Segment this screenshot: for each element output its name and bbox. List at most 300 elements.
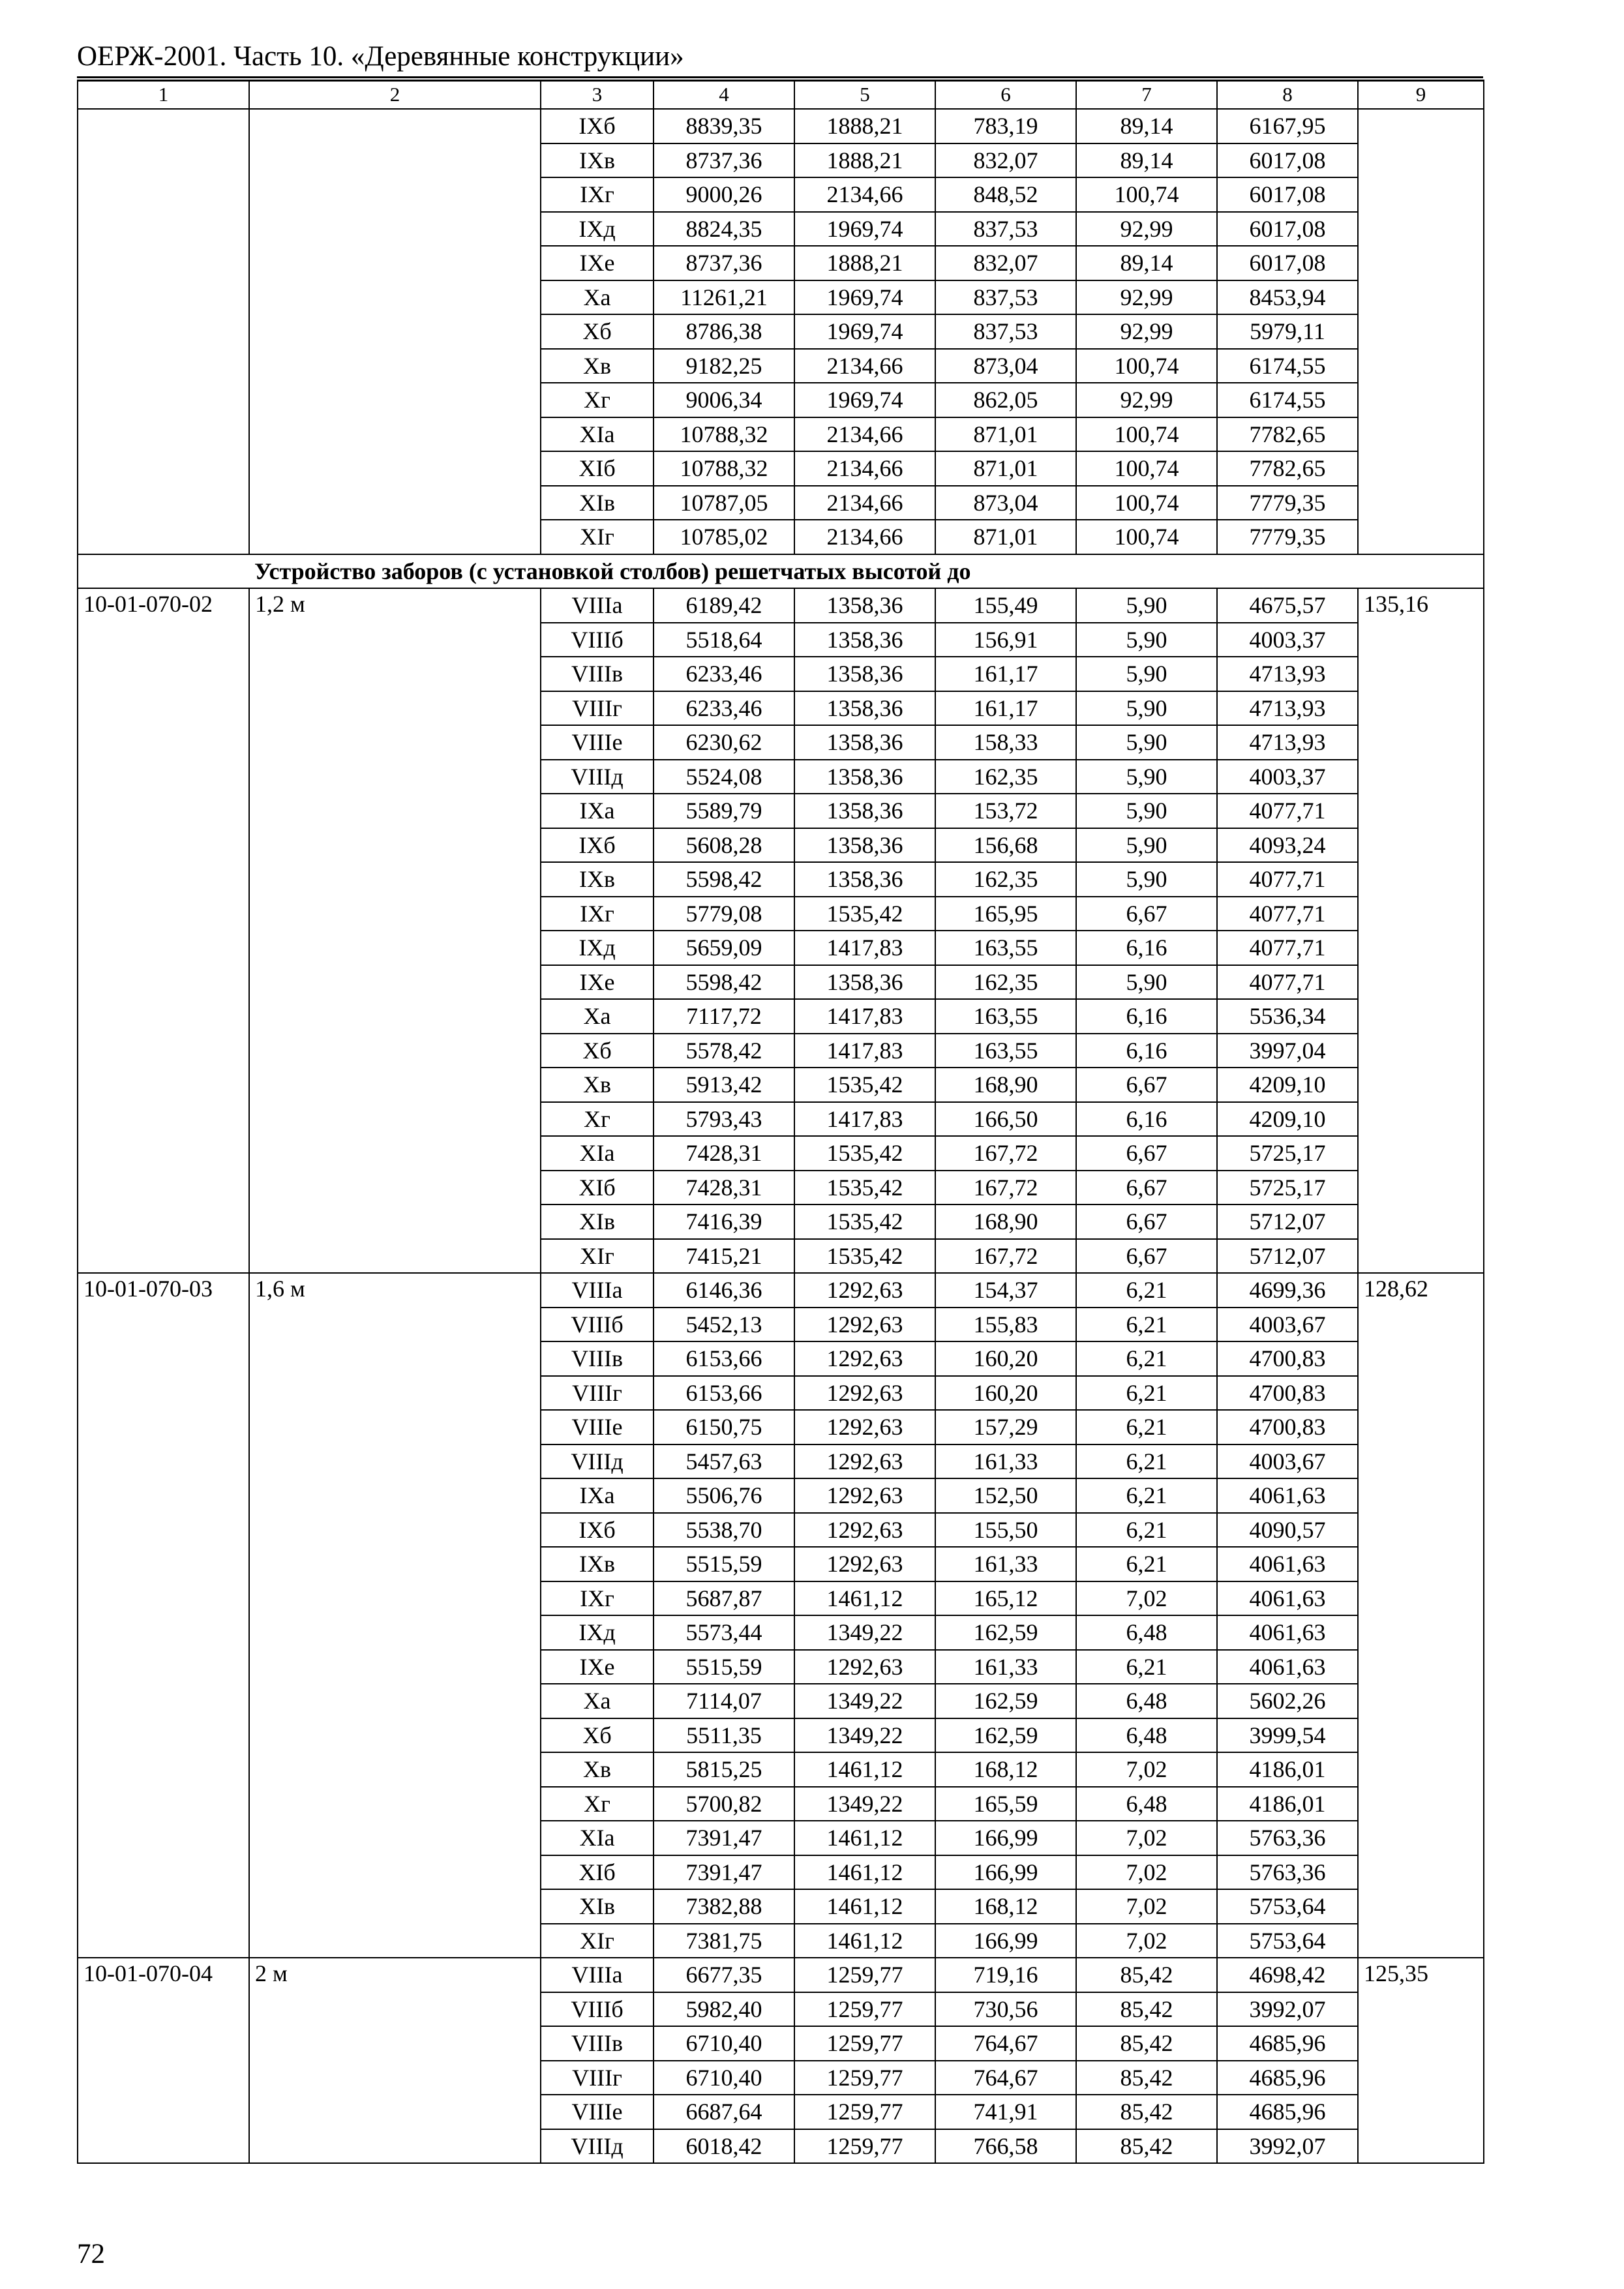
cell-conditions: XIа bbox=[541, 1136, 654, 1171]
cell-conditions: XIа bbox=[541, 417, 654, 452]
cell-col4: 5913,42 bbox=[654, 1068, 794, 1102]
cell-conditions: VIIIб bbox=[541, 1308, 654, 1342]
cell-col5: 1417,83 bbox=[794, 999, 935, 1034]
cell-col6: 166,99 bbox=[935, 1924, 1076, 1958]
cell-col5: 1349,22 bbox=[794, 1615, 935, 1650]
cell-conditions: Xв bbox=[541, 1068, 654, 1102]
cell-col6: 166,50 bbox=[935, 1102, 1076, 1137]
cell-col8: 4061,63 bbox=[1217, 1478, 1358, 1513]
cell-col4: 5452,13 bbox=[654, 1308, 794, 1342]
cell-col4: 5515,59 bbox=[654, 1650, 794, 1684]
cell-col4: 8839,35 bbox=[654, 109, 794, 143]
cell-col6: 730,56 bbox=[935, 1992, 1076, 2027]
cell-code bbox=[78, 109, 249, 554]
cell-name bbox=[249, 109, 541, 554]
cell-col4: 7381,75 bbox=[654, 1924, 794, 1958]
cell-col7: 5,90 bbox=[1076, 691, 1217, 726]
cell-conditions: IXа bbox=[541, 794, 654, 828]
cell-col7: 6,21 bbox=[1076, 1444, 1217, 1479]
cell-col8: 4077,71 bbox=[1217, 897, 1358, 931]
cell-col8: 4077,71 bbox=[1217, 862, 1358, 897]
section-title: Устройство заборов (с установкой столбов) решетчатых высотой до bbox=[78, 554, 1484, 589]
cell-col5: 1292,63 bbox=[794, 1376, 935, 1411]
column-number: 4 bbox=[654, 80, 794, 109]
cell-col4: 9000,26 bbox=[654, 177, 794, 212]
cell-col8: 7779,35 bbox=[1217, 520, 1358, 554]
cell-col6: 166,99 bbox=[935, 1855, 1076, 1890]
cell-col4: 8824,35 bbox=[654, 212, 794, 247]
cell-col8: 4077,71 bbox=[1217, 931, 1358, 965]
cell-conditions: XIб bbox=[541, 1855, 654, 1890]
cell-conditions: XIг bbox=[541, 1924, 654, 1958]
cell-col5: 1535,42 bbox=[794, 1068, 935, 1102]
cell-col7: 85,42 bbox=[1076, 1958, 1217, 1992]
cell-conditions: IXе bbox=[541, 246, 654, 280]
table-row bbox=[78, 588, 1484, 623]
cell-col8: 5725,17 bbox=[1217, 1171, 1358, 1205]
cell-col9 bbox=[1358, 109, 1484, 554]
cell-col5: 1461,12 bbox=[794, 1889, 935, 1924]
cell-conditions: VIIIа bbox=[541, 588, 654, 623]
cell-col6: 862,05 bbox=[935, 383, 1076, 417]
column-number: 1 bbox=[78, 80, 249, 109]
cell-conditions: IXе bbox=[541, 965, 654, 1000]
cell-col4: 6146,36 bbox=[654, 1273, 794, 1308]
cell-col4: 5815,25 bbox=[654, 1752, 794, 1787]
cell-col8: 4713,93 bbox=[1217, 725, 1358, 760]
cell-col6: 161,33 bbox=[935, 1547, 1076, 1581]
cell-col5: 1349,22 bbox=[794, 1684, 935, 1718]
cell-col6: 161,33 bbox=[935, 1444, 1076, 1479]
cell-col5: 1292,63 bbox=[794, 1650, 935, 1684]
cell-conditions: XIб bbox=[541, 451, 654, 486]
rate-code: 10-01-070-02 bbox=[78, 588, 249, 1273]
cell-col6: 162,35 bbox=[935, 965, 1076, 1000]
cell-conditions: IXб bbox=[541, 1513, 654, 1548]
cell-conditions: Xг bbox=[541, 383, 654, 417]
cell-col5: 1358,36 bbox=[794, 760, 935, 794]
cell-col5: 2134,66 bbox=[794, 177, 935, 212]
cell-col4: 10788,32 bbox=[654, 417, 794, 452]
cell-conditions: Xв bbox=[541, 1752, 654, 1787]
cell-col8: 4003,37 bbox=[1217, 623, 1358, 657]
cell-col6: 162,59 bbox=[935, 1615, 1076, 1650]
cell-col6: 871,01 bbox=[935, 520, 1076, 554]
cell-conditions: VIIIв bbox=[541, 1341, 654, 1376]
cell-col7: 6,67 bbox=[1076, 1136, 1217, 1171]
cell-col5: 1417,83 bbox=[794, 1102, 935, 1137]
cell-col4: 5457,63 bbox=[654, 1444, 794, 1479]
cell-col7: 5,90 bbox=[1076, 965, 1217, 1000]
cell-col6: 155,50 bbox=[935, 1513, 1076, 1548]
cell-col5: 1259,77 bbox=[794, 2061, 935, 2095]
cell-conditions: VIIIа bbox=[541, 1958, 654, 1992]
cell-col8: 4209,10 bbox=[1217, 1102, 1358, 1137]
cell-col6: 167,72 bbox=[935, 1171, 1076, 1205]
cell-col5: 1259,77 bbox=[794, 2095, 935, 2129]
cell-col4: 5589,79 bbox=[654, 794, 794, 828]
cell-col8: 4675,57 bbox=[1217, 588, 1358, 623]
cell-col6: 168,90 bbox=[935, 1068, 1076, 1102]
cell-col7: 85,42 bbox=[1076, 2129, 1217, 2164]
cell-conditions: IXд bbox=[541, 212, 654, 247]
cell-col8: 4077,71 bbox=[1217, 794, 1358, 828]
cell-col8: 6174,55 bbox=[1217, 383, 1358, 417]
cell-col7: 6,16 bbox=[1076, 999, 1217, 1034]
cell-col6: 871,01 bbox=[935, 417, 1076, 452]
cell-col5: 1259,77 bbox=[794, 2129, 935, 2164]
cell-conditions: XIб bbox=[541, 1171, 654, 1205]
cell-col5: 1417,83 bbox=[794, 931, 935, 965]
cell-col6: 155,49 bbox=[935, 588, 1076, 623]
cell-col8: 4077,71 bbox=[1217, 965, 1358, 1000]
cell-col8: 6174,55 bbox=[1217, 349, 1358, 383]
cell-conditions: XIв bbox=[541, 1204, 654, 1239]
cell-col8: 4090,57 bbox=[1217, 1513, 1358, 1548]
cell-col5: 1358,36 bbox=[794, 623, 935, 657]
cell-col8: 4713,93 bbox=[1217, 657, 1358, 691]
cell-col8: 4685,96 bbox=[1217, 2061, 1358, 2095]
cell-col4: 7428,31 bbox=[654, 1171, 794, 1205]
cell-conditions: VIIIе bbox=[541, 1410, 654, 1444]
cell-col7: 7,02 bbox=[1076, 1924, 1217, 1958]
cell-col8: 5602,26 bbox=[1217, 1684, 1358, 1718]
cell-col5: 1535,42 bbox=[794, 1136, 935, 1171]
cell-conditions: VIIIд bbox=[541, 1444, 654, 1479]
cell-col8: 4061,63 bbox=[1217, 1581, 1358, 1616]
header-rule bbox=[77, 76, 1483, 78]
cell-conditions: Xв bbox=[541, 349, 654, 383]
cell-col8: 6017,08 bbox=[1217, 212, 1358, 247]
cell-col7: 6,48 bbox=[1076, 1684, 1217, 1718]
cell-col4: 9182,25 bbox=[654, 349, 794, 383]
cell-col6: 873,04 bbox=[935, 486, 1076, 520]
cell-conditions: VIIIб bbox=[541, 623, 654, 657]
cell-col7: 5,90 bbox=[1076, 760, 1217, 794]
cell-col8: 5763,36 bbox=[1217, 1821, 1358, 1855]
cell-col7: 89,14 bbox=[1076, 246, 1217, 280]
cell-col5: 1292,63 bbox=[794, 1341, 935, 1376]
cell-col8: 6017,08 bbox=[1217, 143, 1358, 178]
cell-col6: 165,12 bbox=[935, 1581, 1076, 1616]
cell-col5: 1888,21 bbox=[794, 246, 935, 280]
cell-col5: 1888,21 bbox=[794, 109, 935, 143]
cell-col4: 8737,36 bbox=[654, 246, 794, 280]
column-number-row bbox=[78, 80, 1484, 109]
cell-col7: 6,21 bbox=[1076, 1650, 1217, 1684]
cell-col7: 7,02 bbox=[1076, 1821, 1217, 1855]
cell-col8: 3992,07 bbox=[1217, 2129, 1358, 2164]
cell-col6: 163,55 bbox=[935, 999, 1076, 1034]
cell-col7: 6,16 bbox=[1076, 931, 1217, 965]
cell-col4: 6687,64 bbox=[654, 2095, 794, 2129]
cell-col7: 6,67 bbox=[1076, 1068, 1217, 1102]
cell-col6: 837,53 bbox=[935, 280, 1076, 315]
cell-col8: 7782,65 bbox=[1217, 451, 1358, 486]
page-number: 72 bbox=[77, 2239, 105, 2269]
cell-col4: 7391,47 bbox=[654, 1855, 794, 1890]
cell-col5: 1535,42 bbox=[794, 1171, 935, 1205]
cell-col8: 5753,64 bbox=[1217, 1924, 1358, 1958]
cell-col4: 5578,42 bbox=[654, 1034, 794, 1068]
cell-conditions: VIIIе bbox=[541, 2095, 654, 2129]
cell-col7: 7,02 bbox=[1076, 1752, 1217, 1787]
cell-col7: 6,21 bbox=[1076, 1308, 1217, 1342]
cell-conditions: VIIIа bbox=[541, 1273, 654, 1308]
cell-col5: 1349,22 bbox=[794, 1718, 935, 1753]
cell-col7: 5,90 bbox=[1076, 862, 1217, 897]
rate-name: 1,6 м bbox=[249, 1273, 541, 1958]
cell-conditions: IXб bbox=[541, 828, 654, 863]
cell-col8: 7782,65 bbox=[1217, 417, 1358, 452]
cell-col7: 5,90 bbox=[1076, 588, 1217, 623]
cell-col7: 6,48 bbox=[1076, 1615, 1217, 1650]
cell-col6: 168,12 bbox=[935, 1889, 1076, 1924]
cell-col4: 10788,32 bbox=[654, 451, 794, 486]
cell-col6: 165,95 bbox=[935, 897, 1076, 931]
cell-col5: 1461,12 bbox=[794, 1581, 935, 1616]
cell-col6: 160,20 bbox=[935, 1376, 1076, 1411]
cell-col5: 1358,36 bbox=[794, 965, 935, 1000]
cell-col8: 7779,35 bbox=[1217, 486, 1358, 520]
document-title: ОЕРЖ-2001. Часть 10. «Деревянные конструкции» bbox=[77, 41, 684, 72]
cell-col5: 1259,77 bbox=[794, 1958, 935, 1992]
cell-col8: 3999,54 bbox=[1217, 1718, 1358, 1753]
cell-col8: 5712,07 bbox=[1217, 1204, 1358, 1239]
cell-col5: 1461,12 bbox=[794, 1855, 935, 1890]
cell-col5: 1888,21 bbox=[794, 143, 935, 178]
cell-col5: 1535,42 bbox=[794, 1239, 935, 1274]
rate-col9: 125,35 bbox=[1358, 1958, 1484, 2163]
rate-name: 2 м bbox=[249, 1958, 541, 2163]
cell-col5: 1969,74 bbox=[794, 314, 935, 349]
cell-col7: 6,21 bbox=[1076, 1478, 1217, 1513]
cell-col6: 156,68 bbox=[935, 828, 1076, 863]
rate-code: 10-01-070-04 bbox=[78, 1958, 249, 2163]
cell-col6: 766,58 bbox=[935, 2129, 1076, 2164]
cell-col4: 5506,76 bbox=[654, 1478, 794, 1513]
cell-col8: 5979,11 bbox=[1217, 314, 1358, 349]
cell-col6: 871,01 bbox=[935, 451, 1076, 486]
cell-col5: 1292,63 bbox=[794, 1547, 935, 1581]
cell-col7: 6,48 bbox=[1076, 1787, 1217, 1821]
cell-col5: 1417,83 bbox=[794, 1034, 935, 1068]
cell-col5: 1259,77 bbox=[794, 1992, 935, 2027]
rate-col9: 135,16 bbox=[1358, 588, 1484, 1273]
cell-col7: 5,90 bbox=[1076, 725, 1217, 760]
cell-conditions: VIIIе bbox=[541, 725, 654, 760]
cell-col4: 10787,05 bbox=[654, 486, 794, 520]
cell-col6: 152,50 bbox=[935, 1478, 1076, 1513]
column-number: 6 bbox=[935, 80, 1076, 109]
cell-conditions: XIг bbox=[541, 520, 654, 554]
cell-col8: 4685,96 bbox=[1217, 2026, 1358, 2061]
cell-conditions: VIIIд bbox=[541, 2129, 654, 2164]
cell-col4: 5524,08 bbox=[654, 760, 794, 794]
cell-col8: 4003,67 bbox=[1217, 1308, 1358, 1342]
cell-col7: 6,48 bbox=[1076, 1718, 1217, 1753]
cell-col6: 764,67 bbox=[935, 2061, 1076, 2095]
cell-col8: 4698,42 bbox=[1217, 1958, 1358, 1992]
cell-conditions: Xб bbox=[541, 314, 654, 349]
cell-col4: 7382,88 bbox=[654, 1889, 794, 1924]
cell-col5: 2134,66 bbox=[794, 349, 935, 383]
cell-col5: 1358,36 bbox=[794, 657, 935, 691]
cell-col8: 6017,08 bbox=[1217, 177, 1358, 212]
cell-conditions: IXб bbox=[541, 109, 654, 143]
cell-col6: 165,59 bbox=[935, 1787, 1076, 1821]
table-row bbox=[78, 1273, 1484, 1308]
cell-col4: 6189,42 bbox=[654, 588, 794, 623]
cell-conditions: XIа bbox=[541, 1821, 654, 1855]
cell-conditions: Xг bbox=[541, 1787, 654, 1821]
cell-col4: 7117,72 bbox=[654, 999, 794, 1034]
cell-col8: 4699,36 bbox=[1217, 1273, 1358, 1308]
cell-col4: 6153,66 bbox=[654, 1376, 794, 1411]
cell-conditions: IXв bbox=[541, 143, 654, 178]
cell-conditions: VIIIг bbox=[541, 691, 654, 726]
cell-col7: 6,67 bbox=[1076, 1171, 1217, 1205]
cell-col5: 1358,36 bbox=[794, 588, 935, 623]
cell-col4: 5538,70 bbox=[654, 1513, 794, 1548]
column-number: 9 bbox=[1358, 80, 1484, 109]
cell-col6: 162,59 bbox=[935, 1718, 1076, 1753]
cell-col6: 741,91 bbox=[935, 2095, 1076, 2129]
cell-col6: 873,04 bbox=[935, 349, 1076, 383]
cell-col5: 2134,66 bbox=[794, 520, 935, 554]
cell-col4: 7391,47 bbox=[654, 1821, 794, 1855]
cell-col7: 89,14 bbox=[1076, 143, 1217, 178]
cell-col7: 92,99 bbox=[1076, 280, 1217, 315]
column-number: 8 bbox=[1217, 80, 1358, 109]
cell-col5: 1358,36 bbox=[794, 828, 935, 863]
cell-col8: 6167,95 bbox=[1217, 109, 1358, 143]
cell-conditions: VIIIг bbox=[541, 2061, 654, 2095]
cell-col5: 1969,74 bbox=[794, 280, 935, 315]
cell-col5: 2134,66 bbox=[794, 451, 935, 486]
cell-col7: 6,16 bbox=[1076, 1034, 1217, 1068]
cell-conditions: VIIIб bbox=[541, 1992, 654, 2027]
cell-col8: 4003,67 bbox=[1217, 1444, 1358, 1479]
cell-col5: 2134,66 bbox=[794, 486, 935, 520]
cell-col8: 4093,24 bbox=[1217, 828, 1358, 863]
cell-col6: 162,59 bbox=[935, 1684, 1076, 1718]
cell-col7: 5,90 bbox=[1076, 828, 1217, 863]
cell-conditions: XIг bbox=[541, 1239, 654, 1274]
cell-col6: 161,17 bbox=[935, 657, 1076, 691]
cell-col8: 5753,64 bbox=[1217, 1889, 1358, 1924]
cell-col8: 4186,01 bbox=[1217, 1752, 1358, 1787]
cell-col5: 1461,12 bbox=[794, 1821, 935, 1855]
cell-col4: 6677,35 bbox=[654, 1958, 794, 1992]
cell-col7: 7,02 bbox=[1076, 1581, 1217, 1616]
table-body bbox=[78, 80, 1484, 2163]
column-number: 2 bbox=[249, 80, 541, 109]
cell-col7: 85,42 bbox=[1076, 2061, 1217, 2095]
cell-col7: 6,21 bbox=[1076, 1410, 1217, 1444]
cell-col5: 1535,42 bbox=[794, 897, 935, 931]
cell-col4: 5511,35 bbox=[654, 1718, 794, 1753]
cell-conditions: XIв bbox=[541, 486, 654, 520]
cell-col8: 4700,83 bbox=[1217, 1376, 1358, 1411]
cell-col8: 8453,94 bbox=[1217, 280, 1358, 315]
cell-col7: 92,99 bbox=[1076, 212, 1217, 247]
cell-col7: 92,99 bbox=[1076, 383, 1217, 417]
cell-col5: 1358,36 bbox=[794, 862, 935, 897]
column-number: 3 bbox=[541, 80, 654, 109]
cell-col7: 89,14 bbox=[1076, 109, 1217, 143]
cell-col6: 764,67 bbox=[935, 2026, 1076, 2061]
cell-col4: 6018,42 bbox=[654, 2129, 794, 2164]
cell-conditions: VIIIд bbox=[541, 760, 654, 794]
cell-col4: 7415,21 bbox=[654, 1239, 794, 1274]
cell-col8: 4700,83 bbox=[1217, 1410, 1358, 1444]
cell-col4: 9006,34 bbox=[654, 383, 794, 417]
cell-col6: 154,37 bbox=[935, 1273, 1076, 1308]
cell-col6: 168,90 bbox=[935, 1204, 1076, 1239]
cell-col8: 3997,04 bbox=[1217, 1034, 1358, 1068]
cell-conditions: IXд bbox=[541, 931, 654, 965]
cell-conditions: Xа bbox=[541, 280, 654, 315]
rate-name: 1,2 м bbox=[249, 588, 541, 1273]
cell-col6: 848,52 bbox=[935, 177, 1076, 212]
cell-col8: 4061,63 bbox=[1217, 1547, 1358, 1581]
cell-col5: 1292,63 bbox=[794, 1444, 935, 1479]
cell-col5: 1969,74 bbox=[794, 212, 935, 247]
cell-conditions: Xб bbox=[541, 1718, 654, 1753]
cell-col4: 6230,62 bbox=[654, 725, 794, 760]
section-heading-row bbox=[78, 554, 1484, 589]
cell-col5: 1358,36 bbox=[794, 725, 935, 760]
cell-col6: 158,33 bbox=[935, 725, 1076, 760]
cell-col8: 4685,96 bbox=[1217, 2095, 1358, 2129]
cell-col8: 4713,93 bbox=[1217, 691, 1358, 726]
cell-col7: 6,67 bbox=[1076, 1204, 1217, 1239]
cell-conditions: Xг bbox=[541, 1102, 654, 1137]
cell-col5: 1461,12 bbox=[794, 1924, 935, 1958]
cell-col6: 168,12 bbox=[935, 1752, 1076, 1787]
cell-col4: 6233,46 bbox=[654, 657, 794, 691]
cell-col4: 6233,46 bbox=[654, 691, 794, 726]
cell-col6: 162,35 bbox=[935, 862, 1076, 897]
cell-col8: 4061,63 bbox=[1217, 1615, 1358, 1650]
cell-col6: 160,20 bbox=[935, 1341, 1076, 1376]
cell-conditions: VIIIв bbox=[541, 657, 654, 691]
cell-col7: 100,74 bbox=[1076, 520, 1217, 554]
cell-col7: 6,67 bbox=[1076, 897, 1217, 931]
cell-col6: 719,16 bbox=[935, 1958, 1076, 1992]
cell-col6: 155,83 bbox=[935, 1308, 1076, 1342]
cell-conditions: Xа bbox=[541, 999, 654, 1034]
cell-col8: 4700,83 bbox=[1217, 1341, 1358, 1376]
cell-col4: 5982,40 bbox=[654, 1992, 794, 2027]
cell-col5: 1349,22 bbox=[794, 1787, 935, 1821]
cell-col7: 6,21 bbox=[1076, 1513, 1217, 1548]
cell-col7: 5,90 bbox=[1076, 623, 1217, 657]
cell-col7: 100,74 bbox=[1076, 349, 1217, 383]
cell-col8: 5536,34 bbox=[1217, 999, 1358, 1034]
cell-col4: 5700,82 bbox=[654, 1787, 794, 1821]
cell-col4: 10785,02 bbox=[654, 520, 794, 554]
cell-conditions: XIв bbox=[541, 1889, 654, 1924]
cell-col4: 5598,42 bbox=[654, 965, 794, 1000]
cell-col8: 4061,63 bbox=[1217, 1650, 1358, 1684]
cell-col6: 167,72 bbox=[935, 1136, 1076, 1171]
cell-col5: 1259,77 bbox=[794, 2026, 935, 2061]
cell-col7: 6,16 bbox=[1076, 1102, 1217, 1137]
cell-conditions: IXд bbox=[541, 1615, 654, 1650]
cell-col4: 6153,66 bbox=[654, 1341, 794, 1376]
